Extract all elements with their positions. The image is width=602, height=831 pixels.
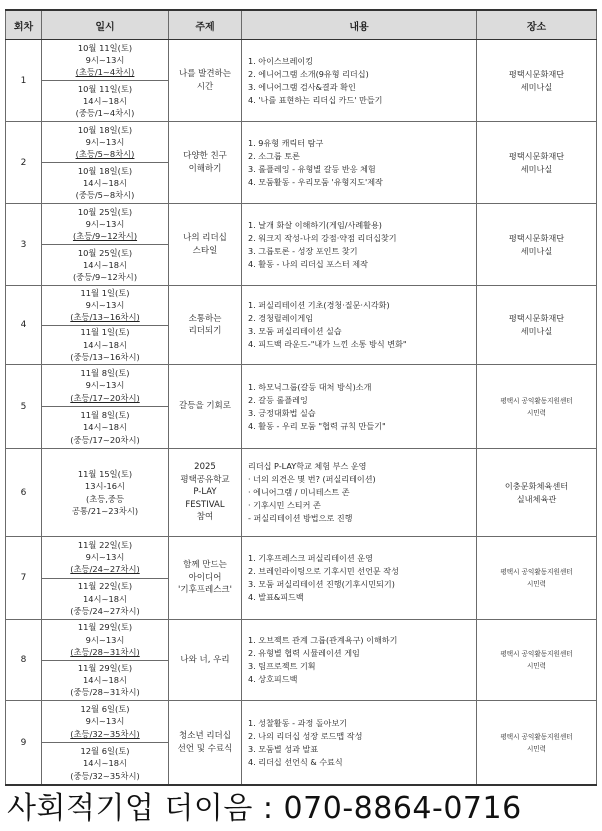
session-date: 10월 18일(토) <box>77 165 133 176</box>
topic-cell <box>169 122 242 204</box>
session-date: 10월 18일(토) <box>77 124 133 135</box>
session-slot <box>42 122 168 162</box>
session-slot <box>42 742 168 784</box>
content-line: 2. 갈등 롤플레잉 <box>248 394 308 405</box>
content-line: 리더십 P-LAY학교 체험 부스 운영 <box>248 461 367 471</box>
content-line: 3. 모둠별 성과 발표 <box>248 743 319 754</box>
session-time: 9시~13시 <box>85 136 125 147</box>
place-cell <box>477 701 597 786</box>
topic-line: 시간 <box>196 81 214 92</box>
session-date: 11월 29일(토) <box>77 662 133 673</box>
session-time: 9시~13시 <box>85 716 125 727</box>
table-row <box>6 286 597 365</box>
content-cell <box>242 204 477 286</box>
session-number: 5 <box>6 365 42 449</box>
datetime-cell <box>42 286 169 365</box>
session-date: 12월 6일(토) <box>80 704 130 715</box>
content-cell <box>242 701 477 786</box>
content-line: 1. 퍼실리테이션 기초(경청·질문·시각화) <box>248 300 390 310</box>
content-line: - 퍼실리테이션 방법으로 진행 <box>248 513 353 523</box>
session-date: 11월 8일(토) <box>80 368 130 379</box>
session-group: (초등/17~20차시) <box>70 392 140 403</box>
content-line: 4. 피드백 라운드-"내가 느낀 소통 방식 변화" <box>248 339 407 349</box>
datetime-cell <box>42 537 169 620</box>
topic-cell <box>169 204 242 286</box>
content-line: 4. 모둠활동 - 우리모둠 '유형지도'제작 <box>248 176 383 187</box>
table-row <box>6 620 597 701</box>
session-time: 14시~18시 <box>82 422 128 433</box>
topic-line: 소통하는 <box>188 313 222 324</box>
session-time: 9시~13시 <box>85 54 125 65</box>
topic-line: 갈등을 기회로 <box>179 401 231 412</box>
content-cell <box>242 286 477 365</box>
session-date: 10월 11일(토) <box>77 83 133 94</box>
session-slot <box>42 325 168 365</box>
place-line: 시민력 <box>526 580 547 588</box>
session-date: 11월 22일(토) <box>77 539 133 550</box>
header-datetime: 일시 <box>42 10 169 40</box>
topic-cell <box>169 449 242 537</box>
content-line: 1. 9유형 캐릭터 탐구 <box>248 137 324 148</box>
place-line: 세미나실 <box>520 81 553 92</box>
topic-line: '기후프레스크' <box>178 585 232 596</box>
session-number: 9 <box>6 701 42 786</box>
table-row <box>6 40 597 122</box>
session-group: (중등/17~20차시) <box>70 434 140 445</box>
session-time: 14시~18시 <box>82 675 128 686</box>
content-line: 4. 발표&피드백 <box>248 592 304 602</box>
place-line: 시민력 <box>526 744 547 753</box>
topic-cell <box>169 537 242 620</box>
topic-line: 이해하기 <box>188 163 222 174</box>
session-group: (중등/32~35차시) <box>70 770 140 781</box>
datetime-cell <box>42 122 169 204</box>
session-date: 11월 1일(토) <box>80 327 130 338</box>
topic-line: 나와 너, 우리 <box>180 654 230 665</box>
session-time: 14시~18시 <box>82 177 128 188</box>
session-time: 9시~13시 <box>85 552 125 563</box>
session-group: (초등/24~27차시) <box>70 564 140 575</box>
place-line: 평택시문화재단 <box>508 150 565 161</box>
session-number: 2 <box>6 122 42 204</box>
topic-line: 참여 <box>196 512 214 523</box>
session-group: (중등/5~8차시) <box>75 190 135 201</box>
session-slot <box>42 660 168 701</box>
session-slot <box>42 537 168 578</box>
content-line: 3. 긍정대화법 실습 <box>248 407 316 418</box>
content-line: 2. 유형별 협력 시뮬레이션 게임 <box>248 648 360 658</box>
session-number: 4 <box>6 286 42 365</box>
session-group: (중등/24~27차시) <box>70 605 140 616</box>
content-cell <box>242 365 477 449</box>
session-group: (초등,중등 <box>86 493 124 504</box>
topic-line: 2025 <box>194 462 216 473</box>
content-cell <box>242 40 477 122</box>
session-time: 9시~13시 <box>85 218 125 229</box>
place-line: 평택시문화재단 <box>508 68 565 79</box>
content-cell <box>242 537 477 620</box>
content-line: 3. 그룹토론 - 성장 포인트 찾기 <box>248 245 358 256</box>
topic-line: 아이디어 <box>188 572 222 583</box>
session-group: (중등/28~31차시) <box>70 687 140 698</box>
session-slot <box>42 286 168 325</box>
session-number: 3 <box>6 204 42 286</box>
place-cell <box>477 620 597 701</box>
session-time: 9시~13시 <box>85 300 125 311</box>
session-slot <box>42 701 168 742</box>
content-line: · 너의 의견은 몇 번? (퍼실리테이션) <box>248 474 376 484</box>
content-line: 1. 아이스브레이킹 <box>248 55 314 66</box>
content-line: 1. 성찰활동 - 과정 돌아보기 <box>248 717 348 728</box>
header-row <box>6 10 597 40</box>
datetime-cell <box>42 449 169 537</box>
session-slot <box>42 80 168 121</box>
topic-line: 나를 발견하는 <box>179 69 231 79</box>
content-line: 2. 워크지 작성-나의 강점·약점 리더십찾기 <box>248 232 397 243</box>
content-line: 3. 모둠 퍼실리테이션 진행(기후시민되기) <box>248 579 395 589</box>
content-line: 1. 기후프레스크 퍼실리테이션 운영 <box>248 553 373 563</box>
place-cell <box>477 204 597 286</box>
topic-line: 선언 및 수료식 <box>177 743 233 754</box>
place-cell <box>477 122 597 204</box>
session-date: 11월 8일(토) <box>80 410 130 421</box>
session-time: 13시-16시 <box>84 481 126 492</box>
table-row <box>6 122 597 204</box>
session-group: (초등/28~31차시) <box>70 646 140 657</box>
session-date: 10월 11일(토) <box>77 42 133 53</box>
session-group: (중등/13~16차시) <box>70 351 140 362</box>
place-line: 시민력 <box>526 408 547 417</box>
session-time: 14시~18시 <box>82 593 128 604</box>
content-line: 2. 소그룹 토론 <box>248 150 300 161</box>
content-line: 3. 롤플레잉 - 유형별 갈등 반응 체험 <box>248 163 376 174</box>
content-line: 2. 에니어그램 소개(9유형 리더십) <box>248 68 369 79</box>
session-time: 14시~18시 <box>82 758 128 769</box>
content-cell <box>242 122 477 204</box>
session-time: 14시~18시 <box>82 95 128 106</box>
table-row <box>6 701 597 786</box>
header-topic: 주제 <box>169 10 242 40</box>
content-line: 2. 경청릴레이게임 <box>248 313 314 323</box>
session-group: (중등/9~12차시) <box>72 272 138 283</box>
session-slot <box>42 244 168 285</box>
content-line: · 에니어그램 / 미니테스트 존 <box>248 487 350 497</box>
content-line: 3. 팀프로젝트 기획 <box>248 661 316 671</box>
topic-line: 스타일 <box>192 245 218 256</box>
content-line: 4. 활동 - 우리 모둠 "협력 규칙 만들기" <box>248 420 386 431</box>
datetime-cell <box>42 620 169 701</box>
place-line: 평택시 공익활동지원센터 <box>500 650 573 658</box>
topic-cell <box>169 40 242 122</box>
content-line: 4. 활동 - 나의 리더십 포스터 제작 <box>248 258 368 269</box>
session-slot <box>42 406 168 448</box>
place-line: 세미나실 <box>520 163 553 174</box>
place-cell <box>477 449 597 537</box>
topic-line: P-LAY <box>193 487 217 498</box>
content-line: 3. 에니어그램 검사&결과 확인 <box>248 81 356 92</box>
session-slot <box>42 449 168 536</box>
place-line: 세미나실 <box>520 326 553 336</box>
topic-cell <box>169 286 242 365</box>
session-time: 9시~13시 <box>85 380 125 391</box>
session-time: 14시~18시 <box>82 339 128 350</box>
schedule-table <box>5 9 597 786</box>
content-line: 4. 리더십 선언식 & 수료식 <box>248 756 343 767</box>
header-content: 내용 <box>242 10 477 40</box>
session-time: 14시~18시 <box>82 259 128 270</box>
place-cell <box>477 537 597 620</box>
datetime-cell <box>42 204 169 286</box>
session-date: 12월 6일(토) <box>80 746 130 757</box>
session-date: 11월 15일(토) <box>77 468 133 479</box>
session-slot <box>42 578 168 620</box>
content-line: 3. 모둠 퍼실리테이션 실습 <box>248 326 342 336</box>
content-line: 4. 상호피드백 <box>248 674 298 684</box>
topic-line: 나의 리더십 <box>183 233 227 243</box>
content-cell <box>242 620 477 701</box>
topic-line: 다양한 친구 <box>183 151 227 161</box>
place-line: 평택시문화재단 <box>508 313 565 323</box>
topic-line: 청소년 리더십 <box>179 731 231 741</box>
table-row <box>6 365 597 449</box>
topic-line: 리더되기 <box>188 326 222 336</box>
datetime-cell <box>42 365 169 449</box>
session-number: 8 <box>6 620 42 701</box>
place-line: 평택시 공익활동지원센터 <box>500 568 573 576</box>
session-slot <box>42 40 168 80</box>
session-group: 공통/21~23차시) <box>71 505 139 516</box>
session-date: 11월 1일(토) <box>80 287 130 298</box>
content-line: 1. 하모닉그룹(갈등 대처 방식)소개 <box>248 381 372 392</box>
header-session-number: 회차 <box>6 10 42 40</box>
session-date: 11월 29일(토) <box>77 622 133 633</box>
topic-line: 평택공유학교 <box>180 474 230 485</box>
table-row <box>6 204 597 286</box>
place-line: 이충문화체육센터 <box>504 480 569 491</box>
session-slot <box>42 365 168 406</box>
content-cell <box>242 449 477 537</box>
topic-cell <box>169 620 242 701</box>
place-cell <box>477 40 597 122</box>
session-number: 7 <box>6 537 42 620</box>
session-group: (초등/13~16차시) <box>70 312 140 323</box>
session-number: 6 <box>6 449 42 537</box>
session-time: 9시~13시 <box>85 634 125 645</box>
content-line: · 기후시민 스티커 존 <box>248 500 321 510</box>
place-line: 평택시 공익활동지원센터 <box>500 732 573 741</box>
footer-contact: 사회적기업 더이음 : 070-8864-0716 <box>7 791 522 826</box>
table-row <box>6 537 597 620</box>
datetime-cell <box>42 40 169 122</box>
content-line: 1. 날개 화살 이해하기(게임/사례활용) <box>248 219 382 230</box>
place-line: 평택시 공익활동지원센터 <box>500 396 573 405</box>
header-place: 장소 <box>477 10 597 40</box>
session-date: 11월 22일(토) <box>77 581 133 592</box>
content-line: 2. 나의 리더십 성장 로드맵 작성 <box>248 730 363 741</box>
datetime-cell <box>42 701 169 786</box>
session-group: (초등/32~35차시) <box>70 728 140 739</box>
session-date: 10월 25일(토) <box>77 206 133 217</box>
place-line: 시민력 <box>526 662 547 670</box>
place-line: 실내체육관 <box>516 493 557 504</box>
topic-cell <box>169 365 242 449</box>
place-line: 세미나실 <box>520 245 553 256</box>
session-slot <box>42 620 168 660</box>
session-group: (초등/5~8차시) <box>75 149 135 160</box>
session-group: (초등/1~4차시) <box>75 67 135 78</box>
session-group: (초등/9~12차시) <box>72 231 138 242</box>
topic-line: 함께 만드는 <box>183 560 227 571</box>
session-group: (중등/1~4차시) <box>75 108 135 119</box>
place-cell <box>477 365 597 449</box>
content-line: 4. '나를 표현하는 리더십 카드' 만들기 <box>248 94 383 105</box>
table-row <box>6 449 597 537</box>
content-line: 2. 브레인라이팅으로 기후시민 선언문 작성 <box>248 566 399 576</box>
topic-line: FESTIVAL <box>185 499 225 510</box>
session-number: 1 <box>6 40 42 122</box>
session-slot <box>42 162 168 203</box>
content-line: 1. 오브젝트 관계 그룹(관계욕구) 이해하기 <box>248 635 398 645</box>
topic-cell <box>169 701 242 786</box>
session-slot <box>42 204 168 244</box>
place-line: 평택시문화재단 <box>508 232 565 243</box>
place-cell <box>477 286 597 365</box>
schedule-body <box>6 40 597 786</box>
session-date: 10월 25일(토) <box>77 247 133 258</box>
